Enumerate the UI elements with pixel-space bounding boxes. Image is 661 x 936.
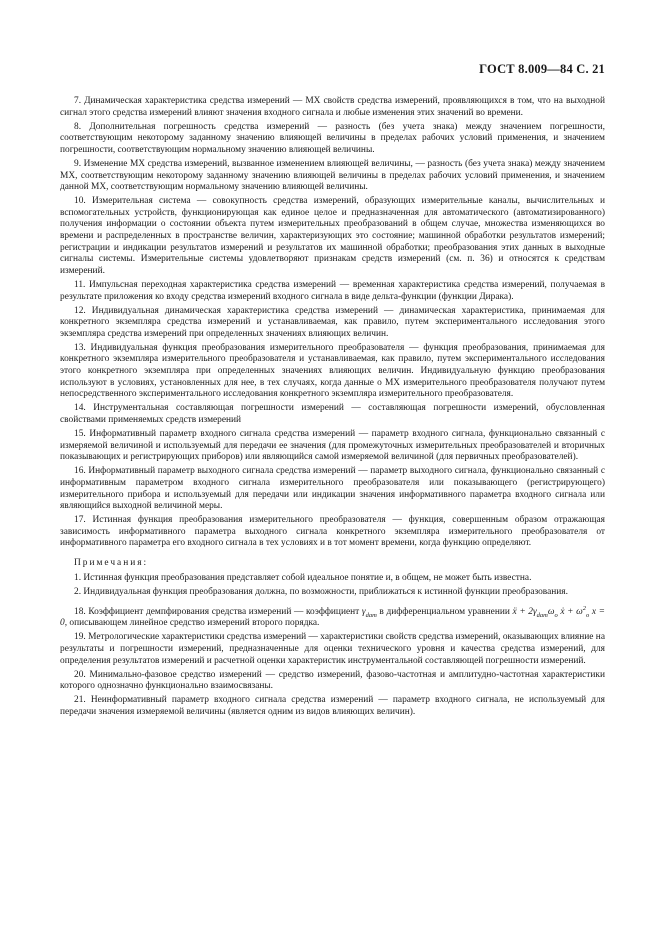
paragraph-7: 7. Динамическая характеристика средства измерений — МХ свойств средства измерений, проявляющихся в том, что на выходной сигнал этого средства измерений влияют значения входного сигнала и любые изменения этих значений во времени. [60,96,605,118]
paragraph-21: 21. Неинформативный параметр входного сигнала средства измерений — параметр входного сигнала, не используемый для передачи значения измеряемой величины (является одним из видов влияющих величин). [60,695,605,717]
differential-equation: ẍ + $2\gamma_{dam}\omega_o$ ẋ + $\omega^2_o$ x = 0, [60,604,605,629]
paragraph-11: 11. Импульсная переходная характеристика средства измерений — временная характеристика средства измерений, получаемая в результате приложения ко входу средства измерений входного сигнала в виде дельта-функции (функции Дирака). [60,279,605,302]
p18-text-c: описывающем линейное средство измерений второго порядка. [67,618,320,629]
paragraph-8: 8. Дополнительная погрешность средства измерений — разность (без учета знака) между значением погрешности, соответствующим некоторому заданному значению влияющей величины в пределах рабочих условий применения, и значением погрешности, соответствующим нормальному значению влияющей величины. [60,121,605,155]
paragraph-9: 9. Изменение МХ средства измерений, вызванное изменением влияющей величины, — разность (без учета знака) между значением МХ, соответствующим некоторому заданному значению влияющей величины в пределах рабочих условий применения, и значением данной МХ, соответствующим нормальному значению влияющей величины. [60,158,605,193]
note-1: 1. Истинная функция преобразования представляет собой идеальное понятие и, в общем, не может быть известна. [74,572,532,583]
damping-coefficient: $\gamma_{dam}$ [361,606,377,619]
paragraph-16: 16. Информативный параметр выходного сигнала средства измерений — параметр выходного сигнала, функционально связанный с информативным параметром входного сигнала измерительного преобразователя или показывающего (регистрирующего) измерительного прибора и используемый для передачи или индикации значения информативного параметра входного сигнала или являющийся выходной величиной меры. [60,466,605,512]
document-body [60,96,605,721]
paragraph-13: 13. Индивидуальная функция преобразования измерительного преобразователя — функция преобразования, принимаемая для конкретного экземпляра измерительного преобразователя и устанавливаемая, как правило, путем экспериментального исследования этого конкретного экземпляра при определенных значениях влияющих величин. Индивидуальную функцию преобразования используют в условиях, установленных для нее, в тех случаях, когда данные о МХ измерительного преобразователя получают путем непосредственного экспериментального исследования конкретного экземпляра измерительного преобразователя. [60,342,605,400]
paragraph-20: 20. Минимально-фазовое средство измерений — средство измерений, фазово-частотная и амплитудно-частотная характеристики которого однозначно функционально взаимосвязаны. [60,669,605,692]
paragraph-18 [60,604,605,630]
paragraph-14: 14. Инструментальная составляющая погрешности измерений — составляющая погрешности измерений, обусловленная свойствами применяемых средств измерений [60,403,605,425]
paragraph-10: 10. Измерительная система — совокупность средства измерений, образующих измерительные каналы, вычислительных и вспомогательных устройств, функционирующая как единое целое и предназначенная для автоматического (автоматизированного) получения информации о состоянии объекта путем измерительных преобразований в общем случае, множества изменяющихся во времени и распределенных в пространстве величин, характеризующих это состояние; машинной обработки результатов измерений; регистрации и индикации результатов измерений и результатов их машинной обработки; преобразования этих данных в выходные сигналы системы. Измерительные системы удовлетворяют признакам средств измерений (см. п. 36) и относятся к средствам измерений. [60,196,605,276]
paragraph-12: 12. Индивидуальная динамическая характеристика средства измерений — динамическая характеристика, принимаемая для конкретного экземпляра средства измерений и устанавливаемая, как правило, путем экспериментального исследования этого экземпляра средства измерений при определенных значениях влияющих величин. [60,305,605,339]
notes-title: Примечания: [74,557,149,568]
p18-text-b: в дифференциальном уравнении [376,606,513,617]
page-header: ГОСТ 8.009—84 С. 21 [479,62,605,76]
note-2: 2. Индивидуальная функция преобразования должна, по возможности, приближаться к истинной функции преобразования. [74,587,568,598]
paragraph-19: 19. Метрологические характеристики средства измерений — характеристики свойств средства измерений, оказывающих влияние на результаты и погрешности измерений, предназначенные для оценки технического уровня и качества средства измерений, для определения результатов измерений и расчетной оценки характеристик инструментальной составляющей погрешности измерений. [60,632,605,666]
paragraph-15: 15. Информативный параметр входного сигнала средства измерений — параметр входного сигнала, функционально связанный с измеряемой величиной и используемый для передачи ее значения (для промежуточных измерительных преобразователей и вторичных показывающих и регистрирующих приборов) или являющийся самой измеряемой величиной (для первичных преобразователей). [60,429,605,463]
paragraph-17: 17. Истинная функция преобразования измерительного преобразователя — функция, совершенным образом отражающая зависимость информативного параметра выходного сигнала конкретного экземпляра измерительного преобразователя от информативного параметра его входного сигнала в тех условиях и в тот момент времени, когда функцию определяют. [60,515,605,549]
p18-text-a: 18. Коэффициент демпфирования средства измерений — коэффициент [74,606,362,617]
